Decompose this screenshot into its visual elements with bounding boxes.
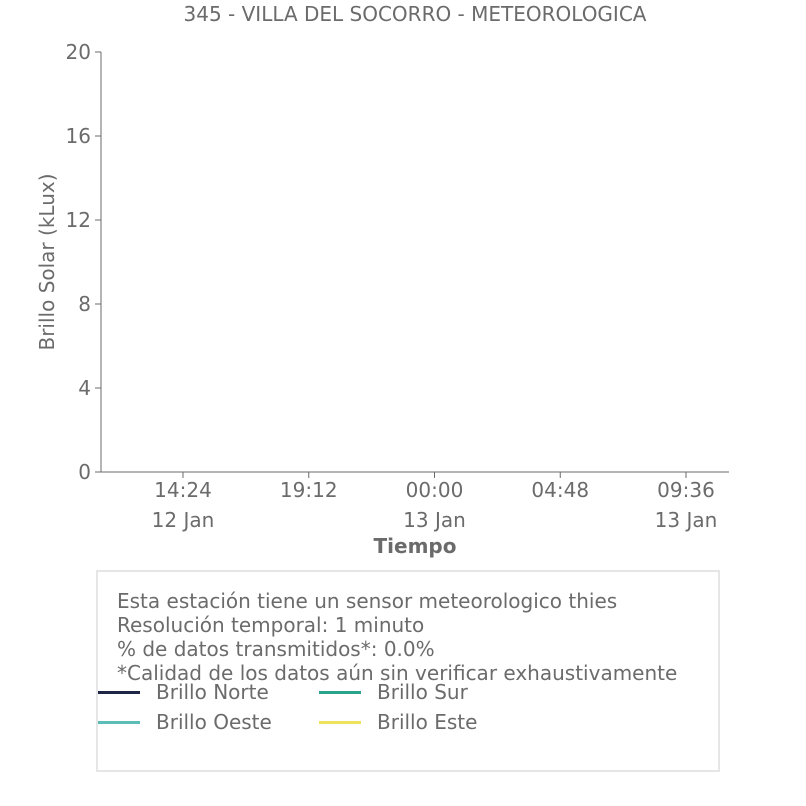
y-axis-label: Brillo Solar (kLux): [35, 173, 59, 351]
legend-swatch-brillo-sur: [319, 691, 361, 694]
info-line-quality-note: *Calidad de los datos aún sin verificar exhaustivamente: [117, 661, 678, 685]
legend-item-brillo-este: [319, 710, 477, 734]
legend-swatch-brillo-norte: [98, 691, 140, 694]
y-tick-label: 0: [78, 460, 91, 484]
x-ticks: [152, 472, 718, 532]
y-tick-label: 16: [65, 124, 91, 148]
legend-label-brillo-norte: Brillo Norte: [156, 680, 269, 704]
legend-swatch-brillo-oeste: [98, 721, 140, 724]
legend-label-brillo-sur: Brillo Sur: [377, 680, 468, 704]
legend-label-brillo-oeste: Brillo Oeste: [156, 710, 272, 734]
x-tick-label-date: 13 Jan: [654, 508, 718, 532]
legend-item-brillo-sur: [319, 680, 468, 704]
x-tick-label-time: 09:36: [657, 478, 715, 502]
x-tick-label-time: 19:12: [279, 478, 338, 502]
info-text: [117, 589, 677, 685]
y-tick-label: 4: [78, 376, 91, 400]
legend-item-brillo-oeste: [98, 710, 272, 734]
y-tick-label: 20: [65, 40, 91, 64]
legend-item-brillo-norte: [98, 680, 269, 704]
x-tick-label-date: 12 Jan: [151, 508, 215, 532]
x-tick-label-time: 04:48: [531, 478, 590, 502]
legend-label-brillo-este: Brillo Este: [377, 710, 478, 734]
info-line-resolution: Resolución temporal: 1 minuto: [117, 613, 425, 637]
y-ticks: [66, 40, 101, 484]
x-axis-label: Tiempo: [373, 534, 457, 558]
x-tick-label-time: 14:24: [154, 478, 212, 502]
y-tick-label: 12: [65, 208, 91, 232]
y-tick-label: 8: [78, 292, 91, 316]
legend-swatch-brillo-este: [319, 721, 361, 724]
info-line-transmitted: % de datos transmitidos*: 0.0%: [117, 637, 435, 661]
x-tick-label-time: 00:00: [405, 478, 464, 502]
x-tick-label-date: 13 Jan: [403, 508, 466, 532]
info-line-station: Esta estación tiene un sensor meteorologico thies: [117, 589, 618, 613]
chart-title: 345 - VILLA DEL SOCORRO - METEOROLOGICA: [183, 2, 647, 26]
